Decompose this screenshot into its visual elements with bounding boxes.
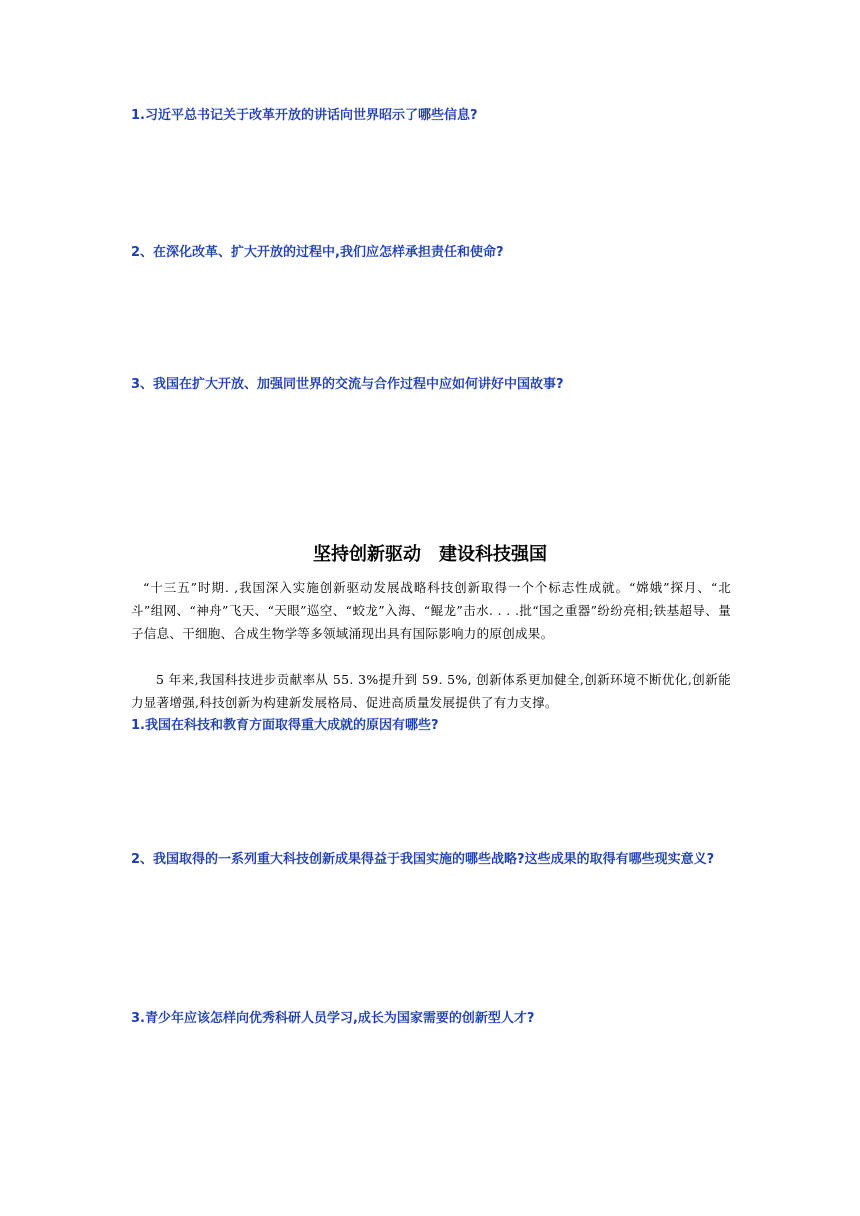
question-5-strategies: 2、我国取得的一系列重大科技创新成果得益于我国实施的哪些战略?这些成果的取得有哪些现实意义? [131, 852, 715, 867]
body-paragraph-1: “十三五”时期. ,我国深入实施创新驱动发展战略科技创新取得一个个标志性成就。“嫦娥”探月、“北斗”组网、“神舟”飞天、“天眼”巡空、“蛟龙”入海、“鲲龙”击水. . . .批“国之重器”纷纷亮相;铁基超导、量子信息、干细胞、合成生物学等多领域涌现出具有国际影响力的原创成果。 [131, 580, 731, 641]
section-title: 坚持创新驱动 建设科技强国 [313, 544, 547, 565]
question-2-responsibility: 2、在深化改革、扩大开放的过程中,我们应怎样承担责任和使命? [131, 245, 504, 260]
question-1-opening-reform: 1.习近平总书记关于改革开放的讲话向世界昭示了哪些信息? [131, 108, 478, 123]
question-3-china-story: 3、我国在扩大开放、加强同世界的交流与合作过程中应如何讲好中国故事? [131, 377, 564, 392]
body-paragraph-2: 5 年来,我国科技进步贡献率从 55. 3%提升到 59. 5%, 创新体系更加健全,创新环境不断优化,创新能力显著增强,科技创新为构建新发展格局、促进高质量发展提供了有力支撑。 [131, 672, 731, 710]
question-4-tech-education: 1.我国在科技和教育方面取得重大成就的原因有哪些? [131, 718, 439, 733]
question-6-youth-innovation: 3.青少年应该怎样向优秀科研人员学习,成长为国家需要的创新型人才? [131, 1011, 535, 1026]
